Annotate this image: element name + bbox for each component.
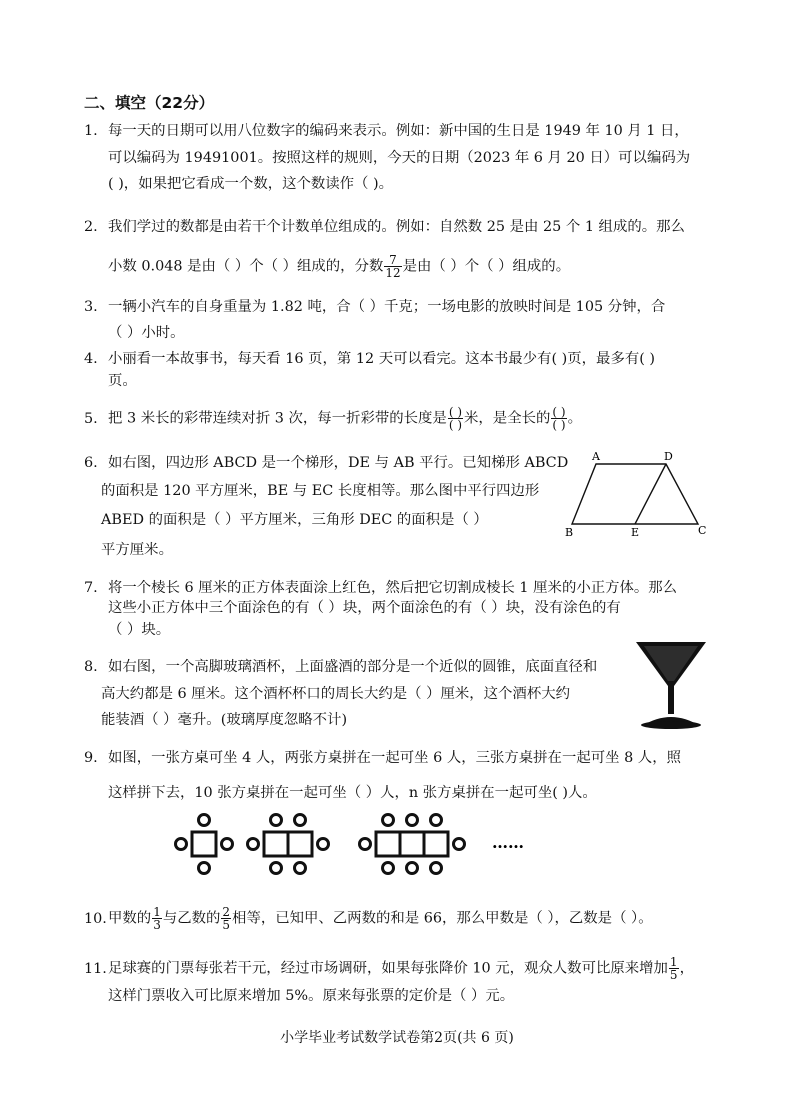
- q1-line1: 1. 每一天的日期可以用八位数字的编码来表示。例如：新中国的生日是 1949 年 10 月 1 日，: [84, 123, 689, 139]
- q11-line1: 11.足球赛的门票每张若干元，经过市场调研，如果每张降价 10 元，观众人数可比原来增加 $\frac{1}{5}$ ，: [84, 955, 694, 982]
- seat: [271, 815, 282, 826]
- seat: [383, 815, 394, 826]
- wine-glass-image: [634, 638, 714, 730]
- label-a: A: [592, 450, 600, 463]
- seat: [407, 815, 418, 826]
- q4-number: 4.: [84, 351, 98, 367]
- q4-line2: 页。: [108, 373, 137, 389]
- q2-line1: 2. 我们学过的数都是由若干个计数单位组成的。例如：自然数 25 是由 25 个 1 组成的。那么: [84, 219, 685, 235]
- seat: [318, 839, 329, 850]
- label-b: B: [565, 526, 574, 539]
- label-d: D: [664, 450, 673, 463]
- fraction-1-5: $\frac{1}{5}$: [669, 955, 678, 982]
- q9-line2: 这样拼下去，10 张方桌拼在一起可坐（ ）人，n 张方桌拼在一起可坐( )人。: [108, 785, 597, 801]
- table-3a: [376, 832, 400, 856]
- seat: [199, 815, 210, 826]
- q8-line3: 能装酒（ ）毫升。(玻璃厚度忽略不计): [101, 712, 348, 728]
- q1-line2: 可以编码为 19491001。按照这样的规则，今天的日期（2023 年 6 月 20 日）可以编码为: [108, 150, 691, 166]
- table-1: [192, 832, 216, 856]
- q6-number: 6.: [84, 455, 98, 471]
- seat: [360, 839, 371, 850]
- seat: [295, 815, 306, 826]
- q3-line1: 3. 一辆小汽车的自身重量为 1.82 吨，合（ ）千克；一场电影的放映时间是 105 分钟，合: [84, 299, 666, 315]
- q8-line2: 高大约都是 6 厘米。这个酒杯杯口的周长大约是（ ）厘米，这个酒杯大约: [101, 686, 570, 702]
- seat: [248, 839, 259, 850]
- seat: [407, 863, 418, 874]
- q3-line2: （ ）小时。: [108, 325, 185, 341]
- fraction-1-3: $\frac{1}{3}$: [153, 905, 161, 932]
- q6-line3: ABED 的面积是（ ）平方厘米，三角形 DEC 的面积是（ ）: [101, 512, 488, 528]
- table-2a: [264, 832, 288, 856]
- fraction-7-12: $\frac{7}{12}$: [385, 253, 401, 280]
- fraction-2-5: $\frac{2}{5}$: [222, 905, 231, 932]
- q7-line2: 这些小正方体中三个面涂色的有（ ）块，两个面涂色的有（ ）块，没有涂色的有: [108, 600, 621, 616]
- seat: [199, 863, 210, 874]
- trapezoid-abcd: [572, 464, 698, 524]
- page-footer: 小学毕业考试数学试卷第2页(共 6 页): [280, 1030, 514, 1046]
- table-2b: [288, 832, 312, 856]
- tables-diagram: [170, 810, 530, 882]
- q7-line3: （ ）块。: [108, 622, 171, 638]
- q3-number: 3.: [84, 299, 98, 315]
- seat: [222, 839, 233, 850]
- q5-line1: 5. 把 3 米长的彩带连续对折 3 次，每一折彩带的长度是 $\frac{( )}{( )}$ 米，是全长的 $\frac{( )}{( )}$ 。: [84, 405, 582, 432]
- q6-line2: 的面积是 120 平方厘米，BE 与 EC 长度相等。那么图中平行四边形: [101, 483, 540, 499]
- label-e: E: [631, 526, 640, 539]
- seat: [454, 839, 465, 850]
- q6-line1: 6. 如右图，四边形 ABCD 是一个梯形，DE 与 AB 平行。已知梯形 ABCD: [84, 455, 569, 471]
- q9-line1: 9. 如图，一张方桌可坐 4 人，两张方桌拼在一起可坐 6 人，三张方桌拼在一起可坐 8 人，照: [84, 750, 681, 766]
- segment-de: [635, 464, 666, 524]
- q6-line4: 平方厘米。: [101, 542, 173, 558]
- q2-number: 2.: [84, 219, 98, 235]
- section-title: 二、填空（22分）: [84, 94, 215, 112]
- trapezoid-diagram: [560, 448, 720, 540]
- seat: [176, 839, 187, 850]
- q5-number: 5.: [84, 410, 98, 427]
- label-c: C: [698, 524, 707, 537]
- table-3b: [400, 832, 424, 856]
- q1-line3: ( )，如果把它看成一个数，这个数读作（ )。: [108, 176, 394, 192]
- seat: [295, 863, 306, 874]
- fraction-blank-1: $\frac{( )}{( )}$: [448, 405, 463, 432]
- q9-number: 9.: [84, 750, 98, 766]
- q2-line2: 小数 0.048 是由（ ）个（ ）组成的，分数 $\frac{7}{12}$ 是由（ ）个（ ）组成的。: [108, 253, 571, 280]
- q8-line1: 8. 如右图，一个高脚玻璃酒杯，上面盛酒的部分是一个近似的圆锥，底面直径和: [84, 659, 598, 675]
- seat: [431, 863, 442, 874]
- q11-line2: 这样门票收入可比原来增加 5%。原来每张票的定价是（ ）元。: [108, 988, 515, 1004]
- q7-line1: 7. 将一个棱长 6 厘米的正方体表面涂上红色，然后把它切割成棱长 1 厘米的小正方体。那么: [84, 580, 678, 596]
- fraction-blank-2: $\frac{( )}{( )}$: [552, 405, 566, 432]
- seat: [383, 863, 394, 874]
- table-3c: [424, 832, 448, 856]
- ellipsis: ……: [492, 833, 524, 852]
- q10-number: 10.: [84, 910, 107, 927]
- seat: [271, 863, 282, 874]
- q10-line1: 10.甲数的 $\frac{1}{3}$ 与乙数的 $\frac{2}{5}$ 相等，已知甲、乙两数的和是 66，那么甲数是（ ），乙数是（ ）。: [84, 905, 653, 932]
- q11-number: 11.: [84, 960, 107, 977]
- q4-line1: 4. 小丽看一本故事书，每天看 16 页，第 12 天可以看完。这本书最少有( )页，最多有( ): [84, 351, 656, 367]
- q1-number: 1.: [84, 123, 98, 139]
- seat: [431, 815, 442, 826]
- q7-number: 7.: [84, 580, 98, 596]
- q8-number: 8.: [84, 659, 98, 675]
